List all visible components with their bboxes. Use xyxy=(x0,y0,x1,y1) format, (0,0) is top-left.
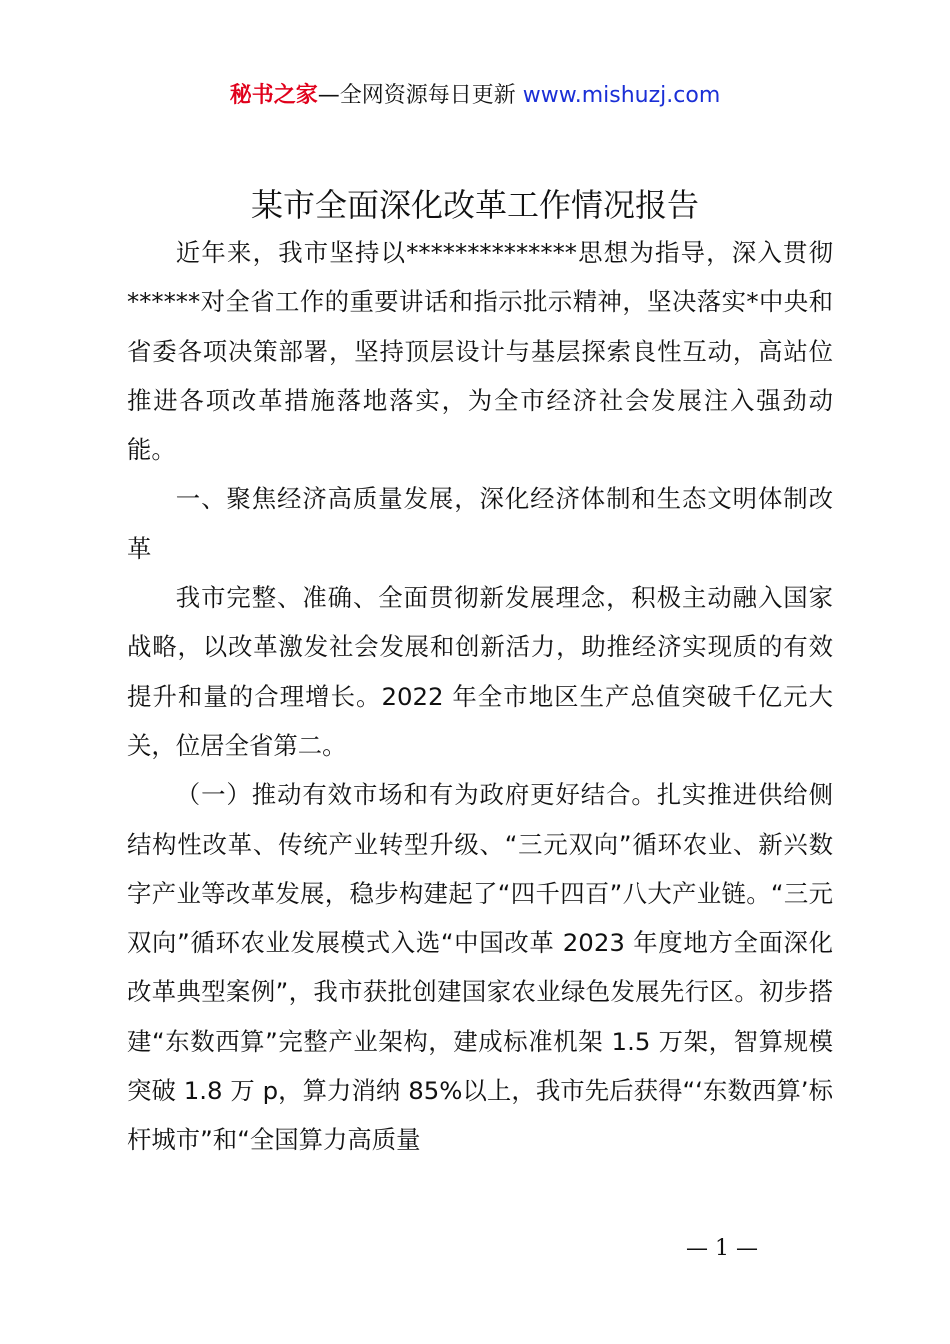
header-tagline: —全网资源每日更新 xyxy=(317,83,523,108)
section-paragraph-1: 我市完整、准确、全面贯彻新发展理念，积极主动融入国家战略，以改革激发社会发展和创新活力，助推经济实现质的有效提升和量的合理增长。2022 年全市地区生产总值突破千亿元大关，位居全省第二。 xyxy=(127,583,833,760)
site-url-link[interactable]: www.mishuzj.com xyxy=(522,83,721,108)
document-body xyxy=(127,228,833,1165)
page-number: — 1 — xyxy=(686,1236,758,1261)
site-header xyxy=(0,80,950,112)
document-title: 某市全面深化改革工作情况报告 xyxy=(250,186,699,224)
section-heading-1: 一、聚焦经济高质量发展，深化经济体制和生态文明体制改革 xyxy=(127,484,833,563)
brand-name: 秘书之家 xyxy=(229,83,318,108)
intro-paragraph: 近年来，我市坚持以**************思想为指导，深入贯彻******对全省工作的重要讲话和指示批示精神，坚决落实*中央和省委各项决策部署，坚持顶层设计与基层探索良性互动，高站位推进各项改革措施落地落实，为全市经济社会发展注入强劲动能。 xyxy=(127,238,833,465)
subsection-paragraph-1: （一）推动有效市场和有为政府更好结合。扎实推进供给侧结构性改革、传统产业转型升级、“三元双向”循环农业、新兴数字产业等改革发展，稳步构建起了“四千四百”八大产业链。“三元双向”循环农业发展模式入选“中国改革 2023 年度地方全面深化改革典型案例”，我市获批创建国家农业绿色发展先行区。初步搭建“东数西算”完整产业架构，建成标准机架 1.5 万架，智算规模突破 1.8 万 p，算力消纳 85%以上，我市先后获得“‘东数西算’标杆城市”和“全国算力高质量 xyxy=(127,780,833,1155)
